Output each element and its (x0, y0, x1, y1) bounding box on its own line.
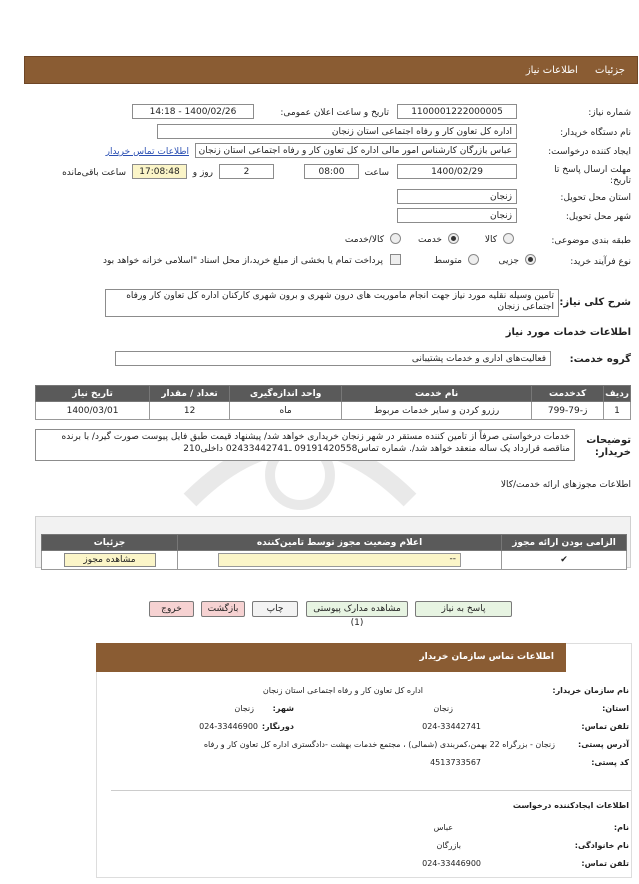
buyer-org-field: اداره کل تعاون کار و رفاه اجتماعی استان زنجان (157, 124, 517, 139)
desc-field: تامین وسیله نقلیه مورد نیاز جهت انجام ماموریت های درون شهری و برون شهری کارکنان اداره کل تعاون کار ورفاه اجتماعی زنجان (105, 289, 559, 317)
process-label: نوع فرآیند خرید: (570, 257, 631, 267)
c-city-value: زنجان (234, 704, 254, 713)
deadline-label: مهلت ارسال پاسخ تا تاریخ: (554, 165, 631, 186)
c-address-value: زنجان - بزرگراه 22 بهمن،کمربندی (شمالی) ، مجتمع خدمات بهشت -دادگستری اداره کل تعاون کار و رفاه (203, 740, 555, 749)
city-field: زنجان (397, 208, 517, 223)
announce-label: تاریخ و ساعت اعلان عمومی: (280, 108, 389, 118)
c-phone-label: تلفن تماس: (581, 722, 629, 731)
contact-panel (96, 643, 632, 878)
remaining-time-field: 17:08:48 (132, 164, 187, 179)
col-date: تاریخ نیاز (36, 386, 150, 402)
cat-goods-service-radio[interactable] (390, 233, 401, 244)
cat-goods-service-label: کالا/خدمت (344, 235, 384, 245)
hour-label: ساعت (364, 168, 389, 178)
cat-service-radio[interactable] (448, 233, 459, 244)
buyer-org-label: نام دستگاه خریدار: (560, 128, 631, 138)
category-label: طبقه بندی موضوعی: (551, 236, 631, 246)
cell-date: 1400/03/01 (36, 402, 150, 420)
c-province-label: استان: (602, 704, 629, 713)
org-label: نام سازمان خریدار: (552, 686, 629, 695)
top-nav-bar (24, 56, 638, 84)
creator-info-title: اطلاعات ایجادکننده درخواست (512, 801, 629, 810)
permit-status-field[interactable]: -- (218, 553, 461, 567)
remaining-label: ساعت باقی‌مانده (62, 168, 126, 178)
c-cphone-label: تلفن تماس: (581, 859, 629, 868)
c-postal-value: 4513733567 (430, 758, 481, 767)
col-status: اعلام وضعیت مجوز توسط تامین‌کننده (178, 535, 502, 551)
required-check-icon: ✔ (560, 555, 568, 565)
c-family-label: نام خانوادگی: (574, 841, 629, 850)
need-number-field: 1100001222000005 (397, 104, 517, 119)
payment-note: پرداخت تمام یا بخشی از مبلغ خرید،از محل اسناد "اسلامی خزانه خواهد بود (102, 256, 383, 266)
province-label: استان محل تحویل: (560, 193, 631, 203)
creator-field: عباس بازرگان کارشناس امور مالی اداره کل تعاون کار و رفاه اجتماعی استان زنجان (195, 143, 517, 158)
reply-button[interactable]: پاسخ به نیاز (415, 601, 512, 617)
col-code: کدخدمت (532, 386, 604, 402)
cat-service-label: خدمت (418, 235, 442, 245)
city-label: شهر محل تحویل: (565, 212, 631, 222)
contact-divider (111, 790, 631, 791)
buyer-contact-link[interactable]: اطلاعات تماس خریدار (105, 147, 189, 157)
c-family-value: بازرگان (436, 841, 461, 850)
table-row (36, 402, 631, 420)
c-fax-label: دورنگار: (261, 722, 294, 731)
c-name-label: نام: (613, 823, 629, 832)
deadline-date-field: 1400/02/29 (397, 164, 517, 179)
proc-medium-label: متوسط (433, 256, 462, 266)
proc-partial-radio[interactable] (525, 254, 536, 265)
cat-goods-label: کالا (484, 235, 497, 245)
province-field: زنجان (397, 189, 517, 204)
creator-label: ایجاد کننده درخواست: (548, 147, 631, 157)
col-qty: تعداد / مقدار (150, 386, 230, 402)
col-row: ردیف (604, 386, 631, 402)
back-button[interactable]: بازگشت (201, 601, 245, 617)
group-field: فعالیت‌های اداری و خدمات پشتیبانی (115, 351, 551, 366)
print-button[interactable]: چاپ (252, 601, 298, 617)
col-name: نام خدمت (342, 386, 532, 402)
c-city-label: شهر: (272, 704, 294, 713)
cell-qty: 12 (150, 402, 230, 420)
proc-medium-radio[interactable] (468, 254, 479, 265)
col-unit: واحد اندازه‌گیری (230, 386, 342, 402)
days-field: 2 (219, 164, 274, 179)
services-title: اطلاعات خدمات مورد نیاز (505, 327, 631, 338)
c-postal-label: کد پستی: (591, 758, 629, 767)
c-phone-value: 024-33442741 (422, 722, 481, 731)
announce-field: 1400/02/26 - 14:18 (132, 104, 254, 119)
buyer-notes-label: توضیحات خریدار: (586, 435, 631, 458)
org-value: اداره کل تعاون کار و رفاه اجتماعی استان زنجان (262, 686, 423, 695)
c-address-label: آدرس پستی: (578, 740, 629, 749)
col-details: جزئیات (42, 535, 178, 551)
need-number-label: شماره نیاز: (588, 108, 631, 118)
view-permit-button[interactable]: مشاهده مجوز (64, 553, 156, 567)
c-province-value: زنجان (433, 704, 453, 713)
cell-name: رزرو کردن و سایر خدمات مربوط (342, 402, 532, 420)
day-label: روز و (192, 168, 213, 178)
buyer-notes-field: خدمات درخواستی صرفاً از تامین کننده مستقر در شهر زنجان خریداری خواهد شد/ پیشنهاد قیمت طبق فایل پیوست صورت گیرد/ با برنده مناقصه قرارداد یک ساله منعقد خواهد شد/. شماره تماس09191420558 ـ02433442741 داخلی210 (35, 429, 575, 461)
tab-need-info[interactable]: اطلاعات نیاز (525, 65, 578, 76)
cell-code: ز-79-799 (532, 402, 604, 420)
deadline-time-field: 08:00 (304, 164, 359, 179)
cat-goods-radio[interactable] (503, 233, 514, 244)
c-name-value: عباس (433, 823, 453, 832)
cell-unit: ماه (230, 402, 342, 420)
c-cphone-value: 024-33446900 (422, 859, 481, 868)
attachments-button[interactable]: مشاهده مدارک پیوستی (1) (306, 601, 408, 617)
proc-partial-label: جزیی (498, 256, 519, 266)
services-table (35, 385, 631, 420)
desc-label: شرح کلی نیاز: (559, 297, 631, 308)
exit-button[interactable]: خروج (149, 601, 194, 617)
table-row (42, 551, 627, 570)
group-label: گروه خدمت: (569, 354, 631, 365)
contact-title: اطلاعات تماس سازمان خریدار (96, 643, 566, 672)
payment-checkbox[interactable] (390, 254, 401, 265)
permits-table (41, 534, 627, 570)
col-required: الزامی بودن ارائه مجوز (502, 535, 627, 551)
c-fax-value: 024-33446900 (199, 722, 258, 731)
permits-title: اطلاعات مجوزهای ارائه خدمت/کالا (500, 480, 631, 490)
tab-details[interactable]: جزئیات (595, 65, 625, 76)
cell-row: 1 (604, 402, 631, 420)
